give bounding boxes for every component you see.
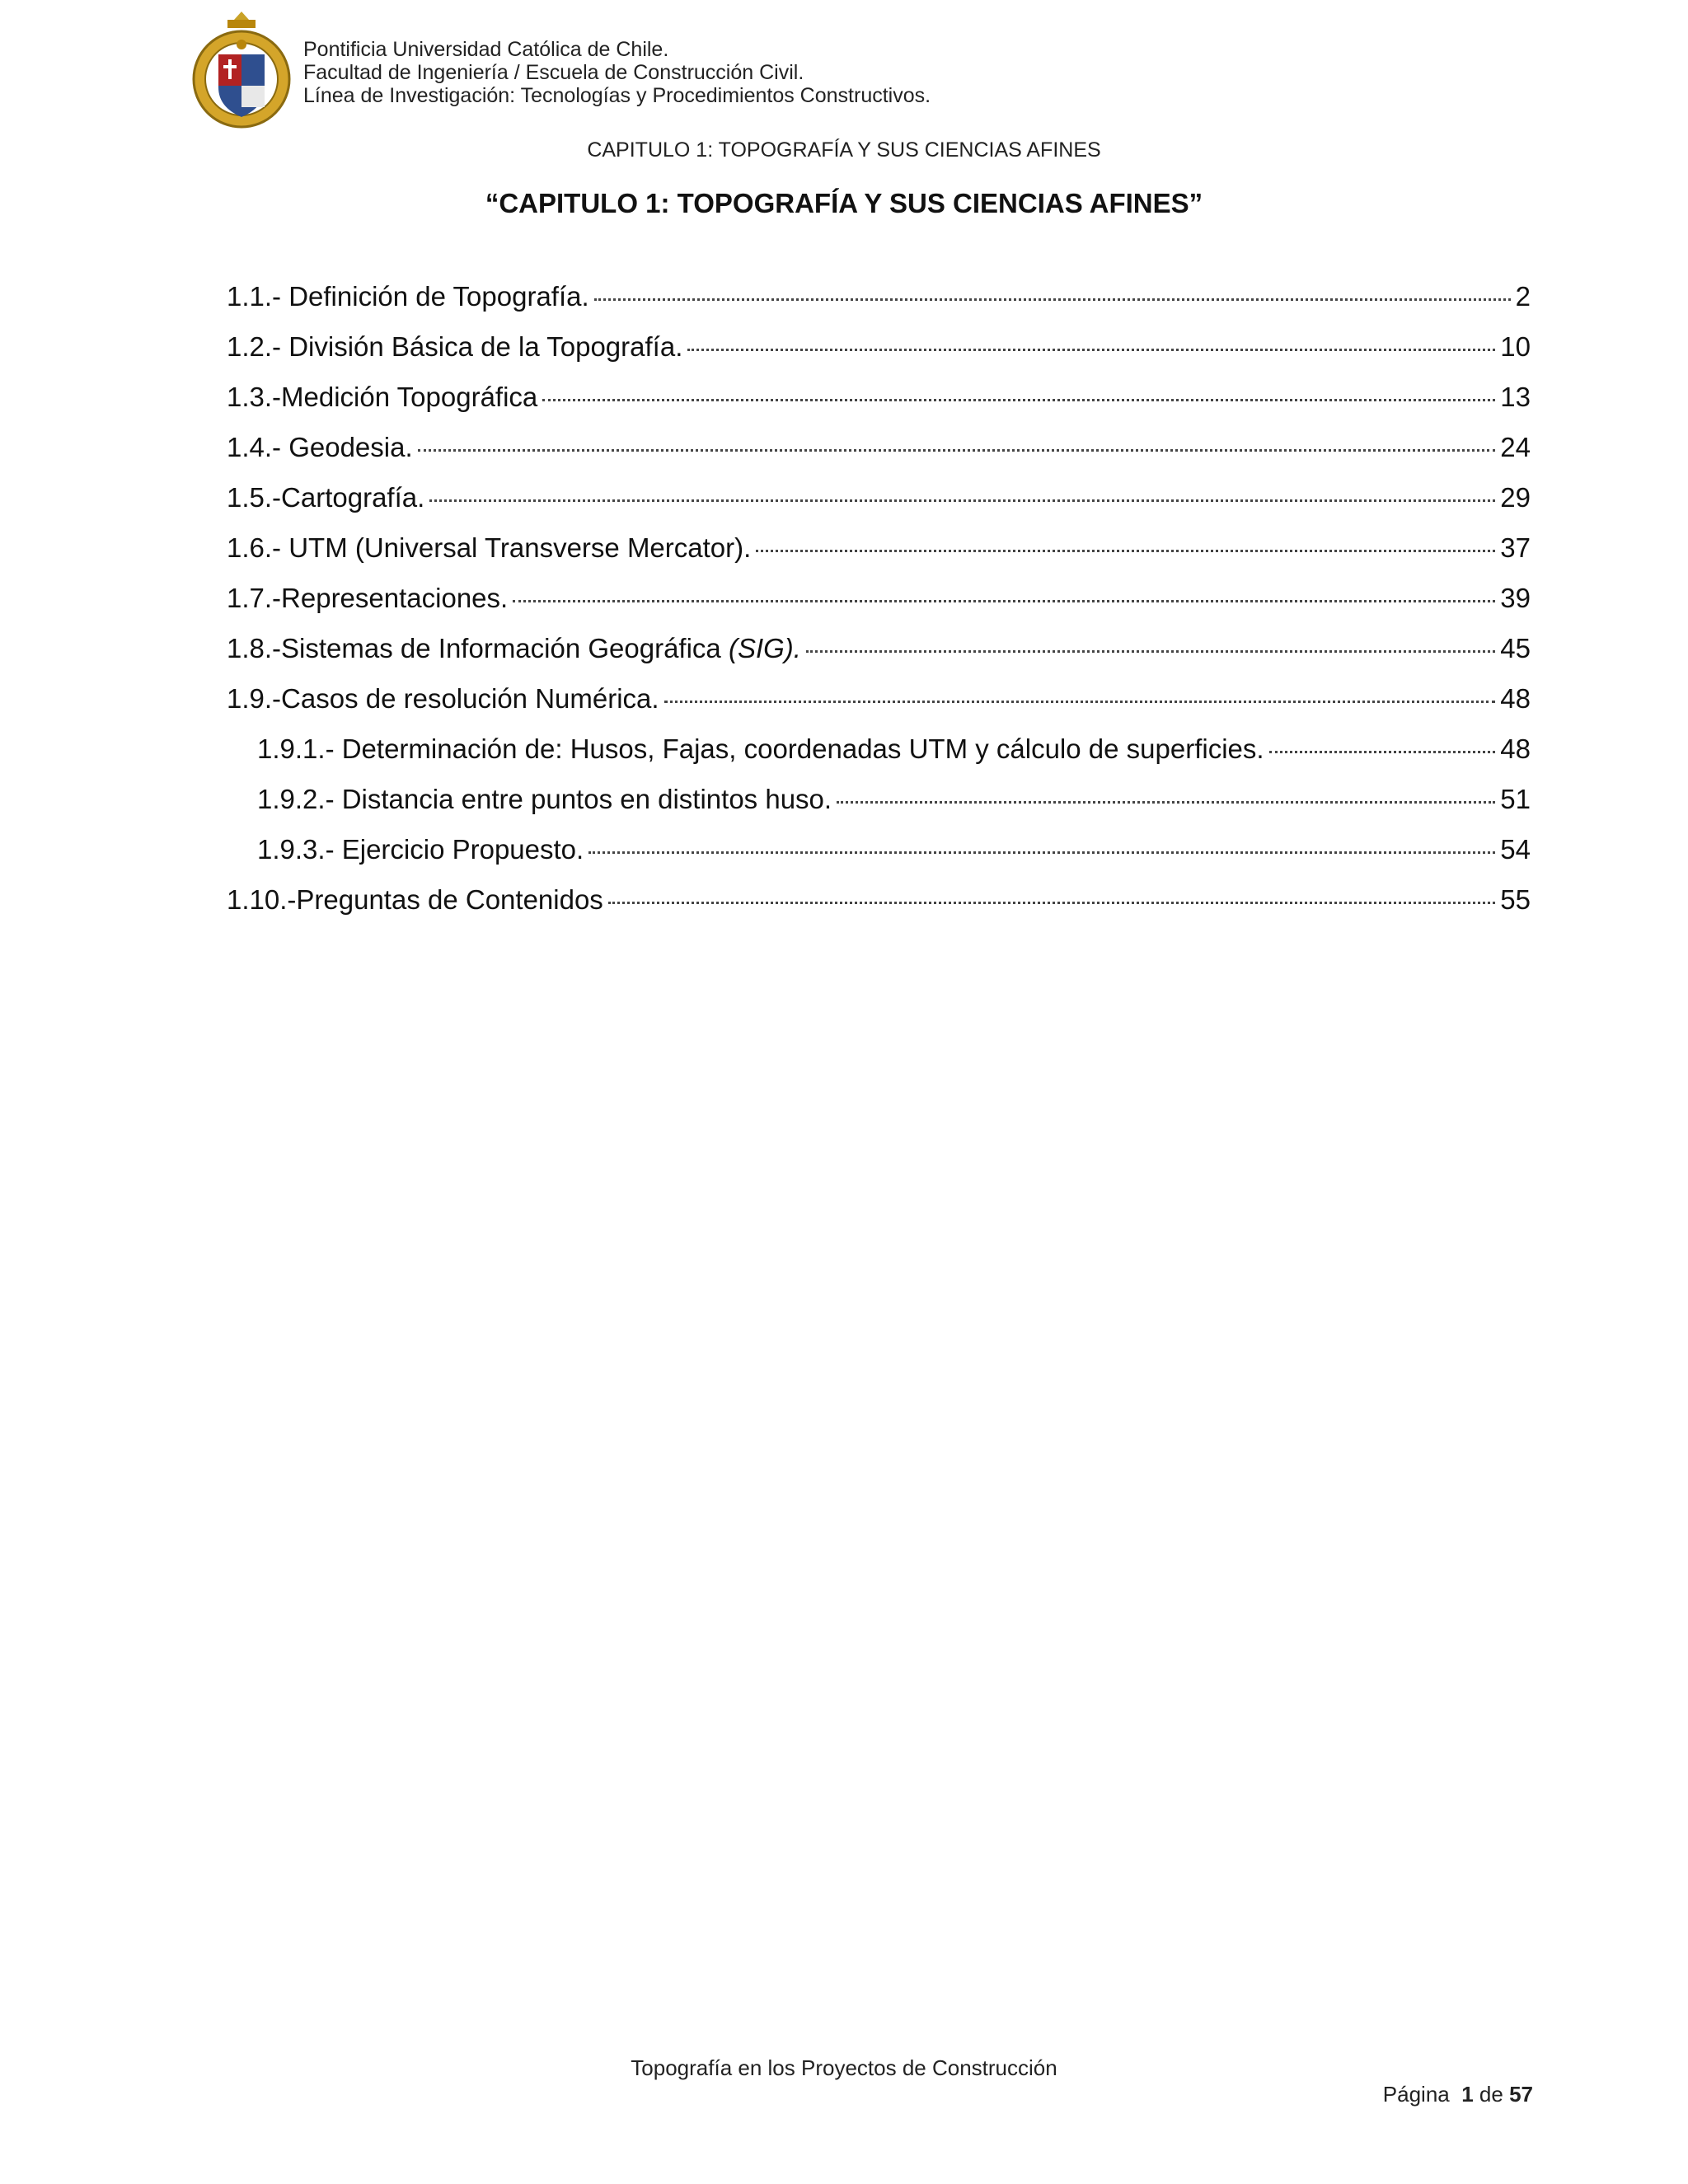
toc-entry-page: 51 — [1500, 784, 1531, 814]
toc-entry-text — [227, 633, 801, 664]
page-current: 1 — [1461, 2082, 1474, 2107]
toc-entry-page: 54 — [1500, 834, 1531, 865]
toc-entry[interactable] — [227, 482, 1531, 532]
toc-entry-page: 45 — [1500, 633, 1531, 663]
toc-entry-text: 1.9.-Casos de resolución Numérica. — [227, 683, 659, 714]
dot-leader — [756, 550, 1495, 552]
toc-entry[interactable] — [227, 331, 1531, 382]
toc-entry-page: 55 — [1500, 884, 1531, 915]
toc-entry[interactable] — [227, 683, 1531, 733]
dot-leader — [1269, 751, 1496, 753]
toc-entry[interactable] — [227, 884, 1531, 935]
toc-entry[interactable] — [227, 432, 1531, 482]
chapter-title: “CAPITULO 1: TOPOGRAFÍA Y SUS CIENCIAS AFINES” — [485, 188, 1203, 218]
page-total: 57 — [1509, 2082, 1533, 2107]
toc-entry[interactable] — [227, 281, 1531, 331]
toc-entry-text: 1.9.3.- Ejercicio Propuesto. — [257, 834, 584, 865]
header-research-line: Línea de Investigación: Tecnologías y Procedimientos Constructivos. — [303, 84, 931, 107]
dot-leader — [608, 902, 1495, 904]
toc-entry-text: 1.10.-Preguntas de Contenidos — [227, 884, 603, 915]
toc-entry[interactable] — [227, 583, 1531, 633]
toc-entry-page: 39 — [1500, 583, 1531, 613]
dot-leader — [513, 600, 1495, 602]
toc-entry[interactable] — [227, 633, 1531, 683]
page-of: de — [1479, 2082, 1503, 2107]
toc-entry-page: 37 — [1500, 532, 1531, 563]
page-label: Página — [1382, 2082, 1450, 2107]
dot-leader — [687, 349, 1495, 351]
toc-entry[interactable] — [227, 532, 1531, 583]
toc-entry-text: 1.7.-Representaciones. — [227, 583, 509, 613]
toc-entry-text: 1.2.- División Básica de la Topografía. — [227, 331, 683, 362]
toc-entry-page: 24 — [1500, 432, 1531, 462]
toc-entry[interactable] — [227, 382, 1531, 432]
toc-subentry[interactable] — [227, 733, 1531, 784]
header-institution: Pontificia Universidad Católica de Chile. — [303, 38, 669, 61]
toc-entry-text: 1.6.- UTM (Universal Transverse Mercator). — [227, 532, 752, 563]
toc-entry-text: 1.9.2.- Distancia entre puntos en distintos huso. — [257, 784, 832, 814]
dot-leader — [588, 851, 1495, 854]
toc-entry-text: 1.9.1.- Determinación de: Husos, Fajas, coordenadas UTM y cálculo de superficies. — [257, 733, 1264, 764]
dot-leader — [664, 701, 1496, 703]
toc-entry-text-italic: (SIG). — [728, 633, 801, 663]
toc-entry-text: 1.4.- Geodesia. — [227, 432, 413, 462]
toc-subentry[interactable] — [227, 834, 1531, 884]
running-head: CAPITULO 1: TOPOGRAFÍA Y SUS CIENCIAS AFINES — [587, 138, 1101, 162]
toc-entry-page: 48 — [1500, 683, 1531, 714]
dot-leader — [806, 650, 1495, 653]
page-number — [1383, 2082, 1533, 2107]
dot-leader — [429, 499, 1495, 502]
footer-title: Topografía en los Proyectos de Construcción — [631, 2055, 1057, 2080]
toc-subentry[interactable] — [227, 784, 1531, 834]
document-header — [191, 12, 1551, 135]
toc-entry-page: 13 — [1500, 382, 1531, 412]
dot-leader — [542, 399, 1495, 401]
header-faculty: Facultad de Ingeniería / Escuela de Construcción Civil. — [303, 61, 804, 84]
toc-entry-text: 1.1.- Definición de Topografía. — [227, 281, 589, 312]
table-of-contents — [227, 281, 1531, 935]
dot-leader — [418, 449, 1496, 452]
toc-entry-text: 1.3.-Medición Topográfica — [227, 382, 538, 412]
dot-leader — [837, 801, 1495, 804]
toc-entry-page: 2 — [1515, 281, 1531, 312]
toc-entry-page: 29 — [1500, 482, 1531, 513]
university-seal-icon — [191, 12, 292, 131]
toc-entry-text: 1.5.-Cartografía. — [227, 482, 425, 513]
dot-leader — [594, 298, 1511, 301]
toc-entry-text-main: 1.8.-Sistemas de Información Geográfica — [227, 633, 729, 663]
toc-entry-page: 10 — [1500, 331, 1531, 362]
toc-entry-page: 48 — [1500, 733, 1531, 764]
